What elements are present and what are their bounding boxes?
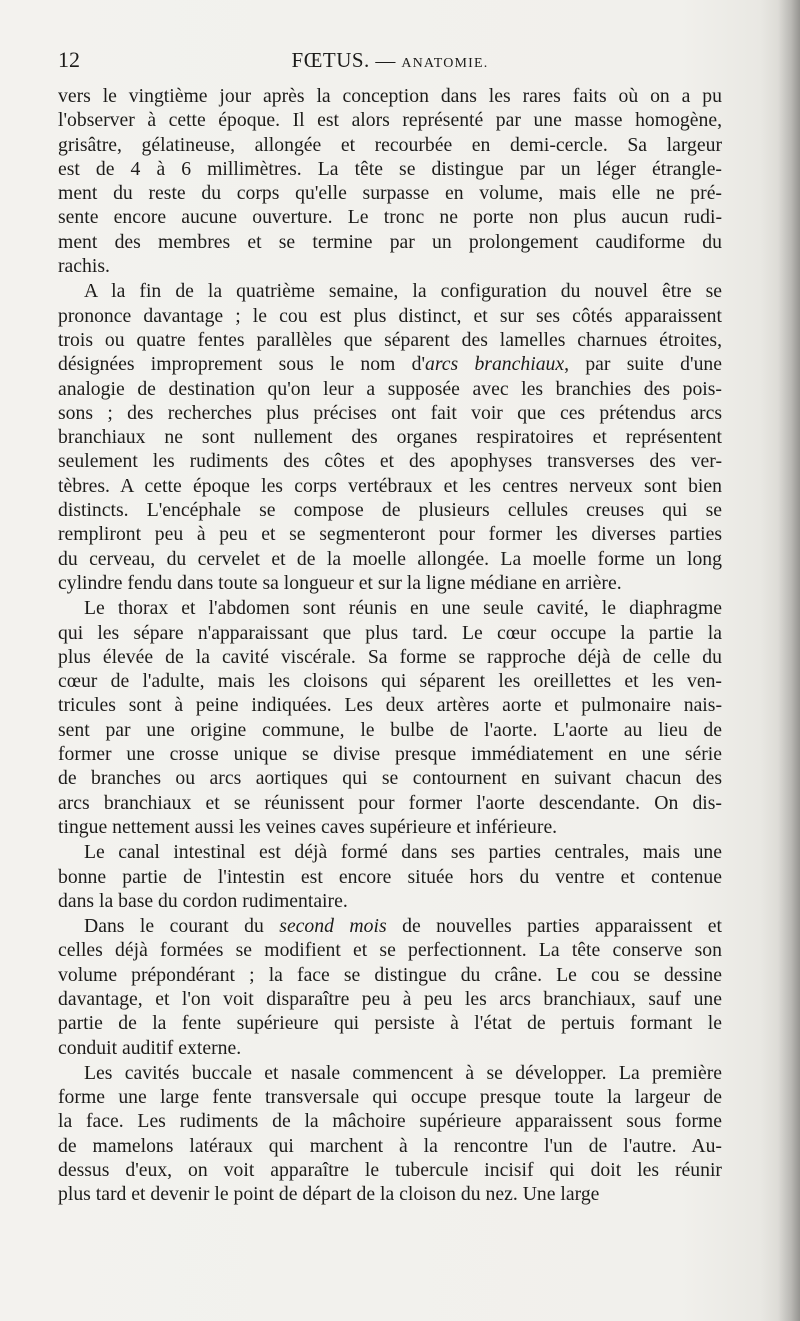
text-line: tricules sont à peine indiquées. Les deux artères aorte et pulmonaire nais- <box>58 694 722 717</box>
running-header <box>58 46 722 74</box>
text-line: plus tard et devenir le point de départ de la cloison du nez. Une large <box>58 1183 600 1206</box>
text-line: Le canal intestinal est déjà formé dans ses parties centrales, mais une <box>84 841 722 864</box>
running-title-sub: ANATOMIE. <box>401 56 489 71</box>
text-line: prononce davantage ; le cou est plus distinct, et sur ses côtés apparaissent <box>58 304 722 327</box>
text-line: arcs branchiaux et se réunissent pour former l'aorte descendante. On dis- <box>58 791 722 814</box>
text-line: dans la base du cordon rudimentaire. <box>58 889 348 912</box>
text-line: distincts. L'encéphale se compose de plusieurs cellules creuses qui se <box>58 499 722 522</box>
text-line: cœur de l'adulte, mais les cloisons qui séparent les oreillettes et les ven- <box>58 670 722 693</box>
text-line: tingue nettement aussi les veines caves supérieure et inférieure. <box>58 815 558 838</box>
paragraph <box>58 84 722 278</box>
text-line: Le thorax et l'abdomen sont réunis en une seule cavité, le diaphragme <box>84 597 722 620</box>
text-line: cylindre fendu dans toute sa longueur et sur la ligne médiane en arrière. <box>58 571 622 594</box>
text-segment: désignées improprement sous le nom d' <box>58 353 426 376</box>
italic-term: second mois <box>279 915 387 938</box>
text-line: branchiaux ne sont nullement des organes respiratoires et représentent <box>58 426 722 449</box>
text-line <box>58 914 722 938</box>
text-line: celles déjà formées se modifient et se perfectionnent. La tête conserve son <box>58 939 722 962</box>
paragraph <box>58 1061 722 1207</box>
text-line: du cerveau, du cervelet et de la moelle allongée. La moelle forme un long <box>58 547 722 570</box>
text-line <box>58 352 722 376</box>
text-line: rempliront peu à peu et se segmenteront pour former les diverses parties <box>58 523 722 546</box>
text-line: seulement les rudiments des côtes et des apophyses transverses des ver- <box>58 450 722 473</box>
page-edge-shadow <box>778 0 800 1321</box>
text-line: former une crosse unique se divise presque immédiatement en une série <box>58 743 722 766</box>
italic-term: arcs branchiaux <box>425 353 565 376</box>
text-line: plus élevée de la cavité viscérale. Sa forme se rapproche déjà de celle du <box>58 645 722 668</box>
text-line: est de 4 à 6 millimètres. La tête se distingue par un léger étrangle- <box>58 157 722 180</box>
paragraph <box>58 914 722 1060</box>
text-line: analogie de destination qu'on leur a supposée avec les branchies des pois- <box>58 377 722 400</box>
page-number: 12 <box>58 47 80 72</box>
body-text <box>58 84 722 1207</box>
text-line: tèbres. A cette époque les corps vertébraux et les centres nerveux sont bien <box>58 474 722 497</box>
text-line: davantage, et l'on voit disparaître peu à peu les arcs branchiaux, sauf une <box>58 987 722 1010</box>
text-line: partie de la fente supérieure qui persiste à l'état de pertuis formant le <box>58 1012 722 1035</box>
text-line: bonne partie de l'intestin est encore située hors du ventre et contenue <box>58 865 722 888</box>
text-segment: Dans le courant du <box>84 915 280 938</box>
text-line: sente encore aucune ouverture. Le tronc ne porte non plus aucun rudi- <box>58 206 722 229</box>
text-line: volume prépondérant ; la face se distingue du crâne. Le cou se dessine <box>58 963 722 986</box>
text-line: ment des membres et se termine par un prolongement caudiforme du <box>58 230 722 253</box>
text-line: rachis. <box>58 255 110 278</box>
text-line: A la fin de la quatrième semaine, la configuration du nouvel être se <box>84 280 722 303</box>
text-line: l'observer à cette époque. Il est alors représenté par une masse homogène, <box>58 109 722 132</box>
text-line: trois ou quatre fentes parallèles que séparent des lamelles charnues étroites, <box>58 328 722 351</box>
paragraph <box>58 279 722 595</box>
text-line: vers le vingtième jour après la conception dans les rares faits où on a pu <box>58 85 722 107</box>
text-segment: , par suite d'une <box>564 353 722 376</box>
paragraph <box>58 840 722 913</box>
text-line: sons ; des recherches plus précises ont fait voir que ces prétendus arcs <box>58 401 722 424</box>
text-line: la face. Les rudiments de la mâchoire supérieure apparaissent sous forme <box>58 1110 722 1133</box>
text-line: de mamelons latéraux qui marchent à la rencontre l'un de l'autre. Au- <box>58 1134 722 1157</box>
text-line: qui les sépare n'apparaissant que plus tard. Le cœur occupe la partie la <box>58 621 722 644</box>
paragraph <box>58 596 722 839</box>
text-line: Les cavités buccale et nasale commencent à se développer. La première <box>84 1061 722 1084</box>
text-line: ment du reste du corps qu'elle surpasse en volume, mais elle ne pré- <box>58 182 722 205</box>
running-title-separator: — <box>369 50 402 72</box>
text-line: forme une large fente transversale qui occupe presque toute la largeur de <box>58 1086 722 1109</box>
text-line: de branches ou arcs aortiques qui se contournent en suivant chacun des <box>58 767 722 790</box>
running-title-main: FŒTUS. <box>291 48 370 72</box>
running-title <box>58 46 722 78</box>
text-segment: de nouvelles parties apparaissent et <box>386 915 723 938</box>
text-line: dessus d'eux, on voit apparaître le tubercule incisif qui doit les réunir <box>58 1159 722 1182</box>
text-line: conduit auditif externe. <box>58 1036 242 1059</box>
text-line: grisâtre, gélatineuse, allongée et recourbée en demi-cercle. Sa largeur <box>58 133 722 156</box>
text-line: sent par une origine commune, le bulbe de l'aorte. L'aorte au lieu de <box>58 718 722 741</box>
